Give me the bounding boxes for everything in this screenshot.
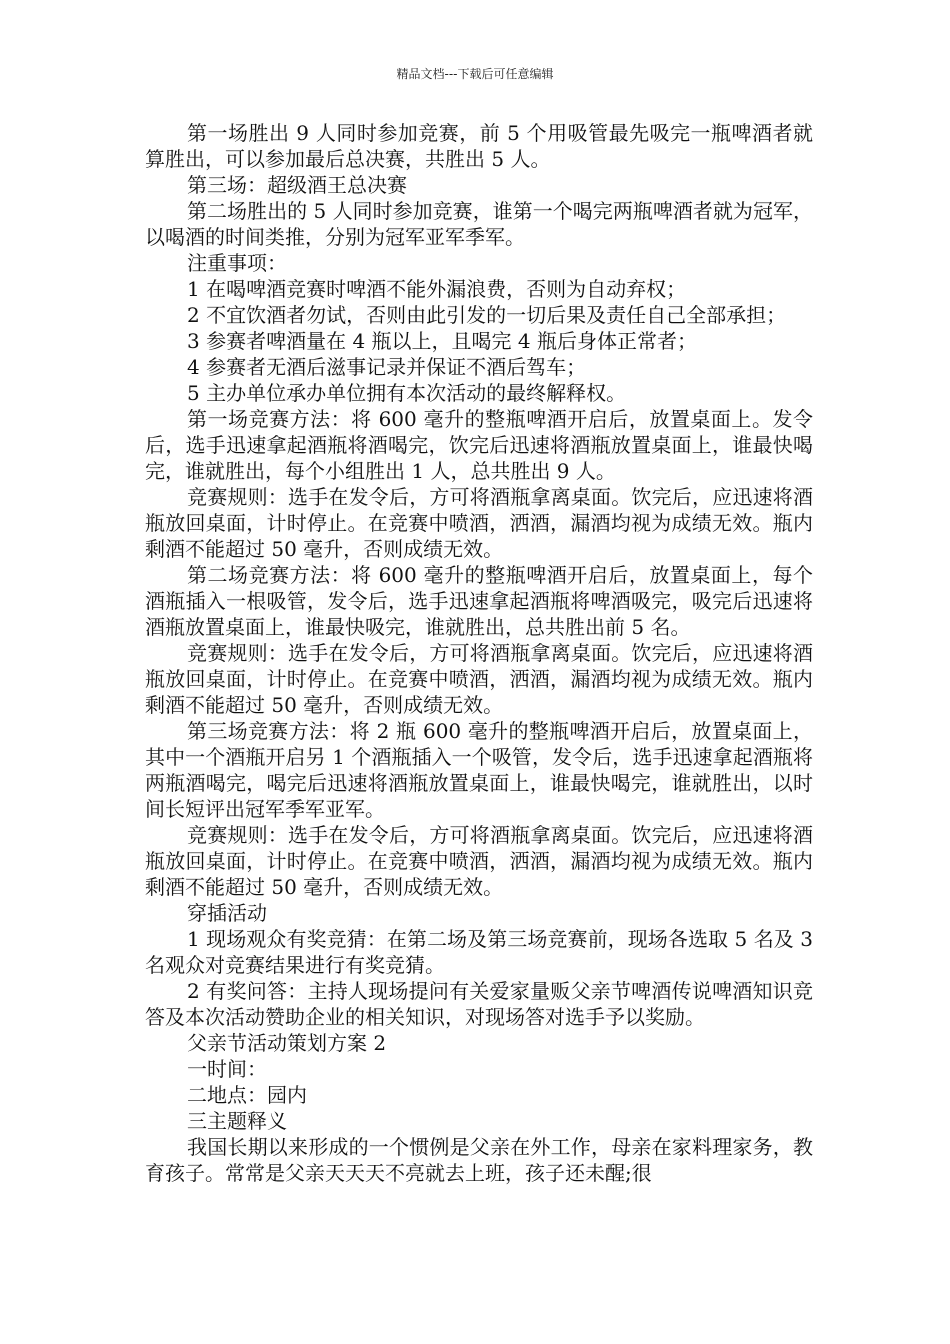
paragraph: 竞赛规则：选手在发令后，方可将酒瓶拿离桌面。饮完后，应迅速将酒瓶放回桌面，计时停止。在竞赛中喷酒，洒酒，漏酒均视为成绩无效。瓶内剩酒不能超过 50 毫升，否则成绩无效。	[145, 823, 813, 899]
paragraph: 2 有奖问答：主持人现场提问有关爱家量贩父亲节啤酒传说啤酒知识竞答及本次活动赞助企业的相关知识，对现场答对选手予以奖励。	[145, 979, 813, 1029]
paragraph: 第二场胜出的 5 人同时参加竞赛，谁第一个喝完两瓶啤酒者就为冠军，以喝酒的时间类推，分别为冠军亚军季军。	[145, 199, 813, 249]
document-body	[145, 120, 813, 1186]
paragraph: 穿插活动	[187, 901, 267, 925]
paragraph: 注重事项：	[187, 251, 287, 275]
paragraph: 第三场：超级酒王总决赛	[187, 173, 407, 197]
paragraph: 竞赛规则：选手在发令后，方可将酒瓶拿离桌面。饮完后，应迅速将酒瓶放回桌面，计时停止。在竞赛中喷酒，洒酒，漏酒均视为成绩无效。瓶内剩酒不能超过 50 毫升，否则成绩无效。	[145, 485, 813, 561]
paragraph: 第一场竞赛方法：将 600 毫升的整瓶啤酒开启后，放置桌面上。发令后，选手迅速拿起酒瓶将酒喝完，饮完后迅速将酒瓶放置桌面上，谁最快喝完，谁就胜出，每个小组胜出 1 人，总共胜出 9 人。	[145, 407, 813, 483]
paragraph: 我国长期以来形成的一个惯例是父亲在外工作，母亲在家料理家务，教育孩子。常常是父亲天天天不亮就去上班，孩子还未醒;很	[145, 1135, 813, 1185]
paragraph: 父亲节活动策划方案 2	[187, 1031, 387, 1055]
paragraph: 二地点：园内	[187, 1083, 307, 1107]
paragraph: 4 参赛者无酒后滋事记录并保证不酒后驾车；	[187, 355, 587, 379]
paragraph: 1 在喝啤酒竞赛时啤酒不能外漏浪费，否则为自动弃权；	[187, 277, 687, 301]
paragraph: 第三场竞赛方法：将 2 瓶 600 毫升的整瓶啤酒开启后，放置桌面上，其中一个酒瓶开启另 1 个酒瓶插入一个吸管，发令后，选手迅速拿起酒瓶将两瓶酒喝完，喝完后迅速将酒瓶放置桌面上，谁最快喝完，谁就胜出，以时间长短评出冠军季军亚军。	[145, 719, 813, 821]
paragraph: 第一场胜出 9 人同时参加竞赛，前 5 个用吸管最先吸完一瓶啤酒者就算胜出，可以参加最后总决赛，共胜出 5 人。	[145, 121, 813, 171]
paragraph: 一时间：	[187, 1057, 267, 1081]
paragraph: 第二场竞赛方法：将 600 毫升的整瓶啤酒开启后，放置桌面上，每个酒瓶插入一根吸管，发令后，选手迅速拿起酒瓶将啤酒吸完，吸完后迅速将酒瓶放置桌面上，谁最快吸完，谁就胜出，总共胜出前 5 名。	[145, 563, 813, 639]
paragraph: 5 主办单位承办单位拥有本次活动的最终解释权。	[187, 381, 627, 405]
page-header: 精品文档---下载后可任意编辑	[396, 67, 554, 81]
paragraph: 2 不宜饮酒者勿试，否则由此引发的一切后果及责任自己全部承担；	[187, 303, 787, 327]
paragraph: 3 参赛者啤酒量在 4 瓶以上，且喝完 4 瓶后身体正常者；	[187, 329, 697, 353]
paragraph: 1 现场观众有奖竞猜：在第二场及第三场竞赛前，现场各选取 5 名及 3 名观众对竞赛结果进行有奖竞猜。	[145, 927, 813, 977]
paragraph: 三主题释义	[187, 1109, 287, 1133]
paragraph: 竞赛规则：选手在发令后，方可将酒瓶拿离桌面。饮完后，应迅速将酒瓶放回桌面，计时停止。在竞赛中喷酒，洒酒，漏酒均视为成绩无效。瓶内剩酒不能超过 50 毫升，否则成绩无效。	[145, 641, 813, 717]
